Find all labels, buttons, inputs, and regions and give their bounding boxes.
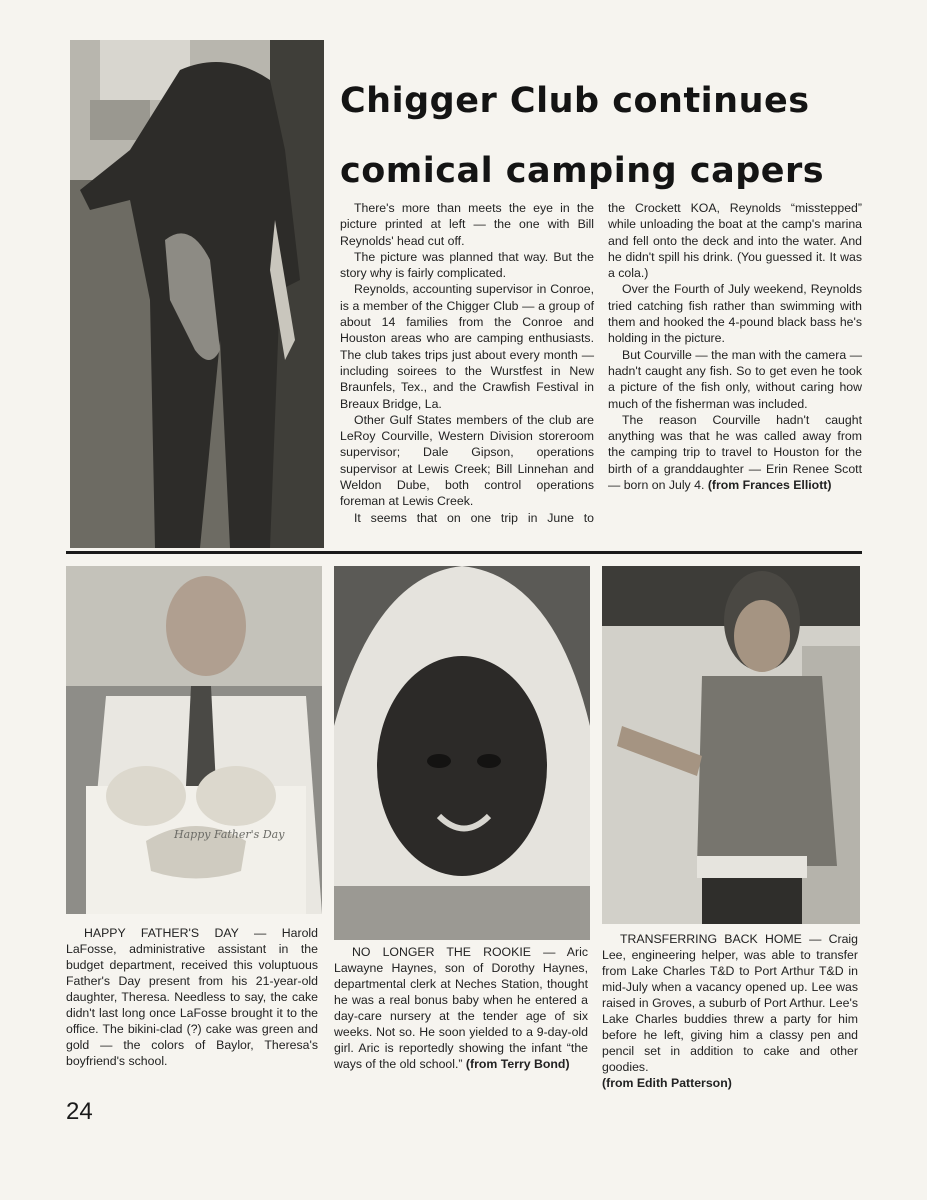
article-paragraph: There's more than meets the eye in the picture printed at left — the one with Bill Reynolds' head cut off. bbox=[340, 201, 594, 248]
article-paragraph: Over the Fourth of July weekend, Reynolds tried catching fish rather than swimming with them and hooked the 4-pound black bass he's holding in the picture. bbox=[608, 282, 862, 346]
rookie-caption-paragraph bbox=[334, 944, 588, 1072]
article-credit: (from Frances Elliott) bbox=[707, 478, 832, 493]
article-paragraph: It seems that on one trip in June to bbox=[354, 510, 594, 525]
headline-line-2: comical camping capers bbox=[340, 151, 825, 191]
headline-line-1: Chigger Club continues bbox=[340, 81, 810, 121]
article-column-2 bbox=[608, 200, 862, 493]
transfer-caption-text: TRANSFERRING BACK HOME — Craig Lee, engineering helper, was able to transfer from Lake Charles T&D to Port Arthur T&D in mid-July when a vacancy opened up. Lee was raised in Groves, a suburb of Port Arthur. Lee's Lake Charles buddies threw a party for him before he left, giving him a classy pen and pencil set in addition to cake and other goodies. bbox=[602, 932, 858, 1074]
article-column-1 bbox=[340, 200, 594, 526]
fathers-day-photo bbox=[66, 566, 322, 914]
rookie-caption-text: NO LONGER THE ROOKIE — Aric Lawayne Haynes, son of Dorothy Haynes, departmental clerk at Neches Station, thought he was a real bonus baby when he entered a day-care nursery at the tender age of six weeks. Not so. He soon yielded to a 9-day-old girl. Aric is reportedly showing the infant “the ways of the old school.” bbox=[334, 945, 588, 1071]
transfer-photo bbox=[602, 566, 860, 924]
article-paragraph: Other Gulf States members of the club are LeRoy Courville, Western Division storeroom supervisor; Dale Gipson, operations supervisor at Lewis Creek; Bill Linnehan and Weldon Dube, both control operations foreman at Lewis Creek. bbox=[340, 412, 594, 509]
section-divider bbox=[66, 551, 862, 554]
article-paragraph-text: The reason Courville hadn't caught anything was that he was called away from the camping trip to travel to Houston for the birth of a granddaughter — Erin Renee Scott — born on July 4. bbox=[608, 412, 862, 493]
rookie-caption bbox=[334, 944, 588, 1072]
cake-lettering: Happy Father's Day bbox=[174, 828, 285, 841]
article-paragraph: The picture was planned that way. But the story why is fairly complicated. bbox=[340, 249, 594, 281]
page-number: 24 bbox=[66, 1098, 93, 1125]
rookie-caption-credit: (from Terry Bond) bbox=[465, 1057, 570, 1071]
fathers-day-caption-text: HAPPY FATHER'S DAY — Harold LaFosse, administrative assistant in the budget department, received this voluptuous Father's Day present from his 21-year-old daughter, Theresa. Needless to say, the cake didn't last long once LaFosse brought it to the office. The bikini-clad (?) cake was green and gold — the colors of Baylor, Theresa's boyfriend's school. bbox=[66, 926, 318, 1068]
article-headline bbox=[340, 66, 900, 206]
article-paragraph: But Courville — the man with the camera — hadn't caught any fish. So to get even he took a picture of the fish only, without caring how much of the fisherman was included. bbox=[608, 347, 862, 411]
fathers-day-caption bbox=[66, 925, 318, 1069]
article-paragraph: the Crockett KOA, Reynolds “misstepped” while unloading the boat at the camp's marina and fell onto the deck and into the water. And he didn't spill his drink. (You guessed it. It was a cola.) bbox=[608, 201, 862, 281]
article-paragraph bbox=[608, 412, 862, 493]
fisherman-photo bbox=[70, 40, 324, 548]
transfer-caption bbox=[602, 931, 858, 1091]
transfer-caption-credit: (from Edith Patterson) bbox=[602, 1076, 732, 1090]
article-paragraph: Reynolds, accounting supervisor in Conroe, is a member of the Chigger Club — a group of about 14 families from the Conroe and Houston areas who are camping enthusiasts. The club takes trips just about every month — including soirees to the Wurstfest in New Braunfels, Tex., and the Crawfish Festival in Breaux Bridge, La. bbox=[340, 282, 594, 411]
baby-photo bbox=[334, 566, 590, 940]
